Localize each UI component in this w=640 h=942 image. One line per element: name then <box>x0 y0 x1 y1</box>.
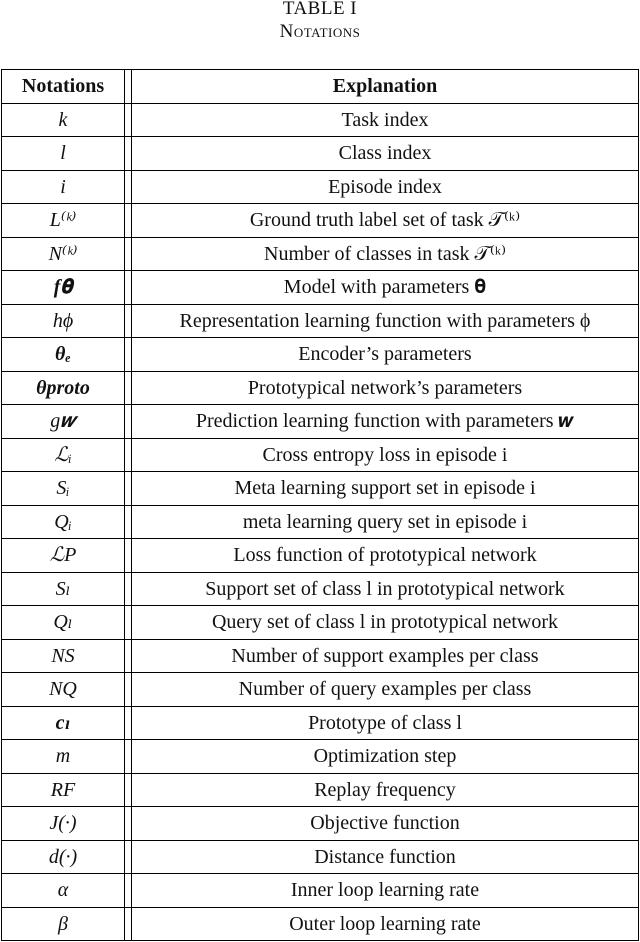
column-separator <box>125 338 132 372</box>
notation-explanation: Episode index <box>132 170 639 204</box>
header-notations: Notations <box>2 70 125 104</box>
notation-explanation: Task index <box>132 103 639 137</box>
notation-explanation: Replay frequency <box>132 773 639 807</box>
notation-symbol: f𝛉 <box>2 271 125 305</box>
notation-symbol: ℒᵢ <box>2 438 125 472</box>
notation-symbol: Sₗ <box>2 572 125 606</box>
notation-explanation: Cross entropy loss in episode i <box>132 438 639 472</box>
notation-explanation: Support set of class l in prototypical network <box>132 572 639 606</box>
table-title: Notations <box>279 21 361 42</box>
column-separator <box>125 204 132 238</box>
column-separator <box>125 773 132 807</box>
table-row <box>2 673 639 707</box>
notation-explanation: Prediction learning function with parameters 𝒘 <box>132 405 639 439</box>
notation-explanation: Class index <box>132 137 639 171</box>
header-explanation: Explanation <box>132 70 639 104</box>
notation-symbol: RF <box>2 773 125 807</box>
notation-explanation: Prototypical network’s parameters <box>132 371 639 405</box>
table-row <box>2 639 639 673</box>
notation-symbol: hϕ <box>2 304 125 338</box>
column-separator <box>125 170 132 204</box>
column-separator <box>125 405 132 439</box>
notation-explanation: Loss function of prototypical network <box>132 539 639 573</box>
notation-explanation: Optimization step <box>132 740 639 774</box>
notation-symbol: NQ <box>2 673 125 707</box>
column-separator <box>125 137 132 171</box>
column-separator <box>125 103 132 137</box>
column-separator <box>125 438 132 472</box>
notation-symbol: α <box>2 874 125 908</box>
notation-symbol: θₑ <box>2 338 125 372</box>
column-separator <box>125 840 132 874</box>
table-row <box>2 505 639 539</box>
notation-explanation: Meta learning support set in episode i <box>132 472 639 506</box>
notation-explanation: meta learning query set in episode i <box>132 505 639 539</box>
notation-symbol: m <box>2 740 125 774</box>
column-separator <box>125 539 132 573</box>
column-separator <box>125 70 132 104</box>
notation-symbol: N⁽ᵏ⁾ <box>2 237 125 271</box>
notation-symbol: i <box>2 170 125 204</box>
table-row <box>2 572 639 606</box>
table-row <box>2 405 639 439</box>
column-separator <box>125 371 132 405</box>
notation-explanation: Prototype of class l <box>132 706 639 740</box>
table-row <box>2 773 639 807</box>
table-row <box>2 606 639 640</box>
column-separator <box>125 706 132 740</box>
notation-explanation: Outer loop learning rate <box>132 907 639 941</box>
notation-explanation: Encoder’s parameters <box>132 338 639 372</box>
notation-symbol: Qᵢ <box>2 505 125 539</box>
table-row <box>2 539 639 573</box>
notation-explanation: Representation learning function with parameters ϕ <box>132 304 639 338</box>
column-separator <box>125 673 132 707</box>
notation-symbol: Qₗ <box>2 606 125 640</box>
column-separator <box>125 639 132 673</box>
table-row <box>2 874 639 908</box>
table-row <box>2 271 639 305</box>
notation-symbol: β <box>2 907 125 941</box>
notation-symbol: Sᵢ <box>2 472 125 506</box>
notation-explanation: Distance function <box>132 840 639 874</box>
notation-symbol: NS <box>2 639 125 673</box>
column-separator <box>125 740 132 774</box>
notation-explanation: Objective function <box>132 807 639 841</box>
column-separator <box>125 271 132 305</box>
notation-explanation: Model with parameters 𝛉 <box>132 271 639 305</box>
table-body <box>2 103 639 941</box>
table-row <box>2 204 639 238</box>
column-separator <box>125 237 132 271</box>
table-label: TABLE I <box>282 0 358 19</box>
notation-symbol: L⁽ᵏ⁾ <box>2 204 125 238</box>
table-row <box>2 438 639 472</box>
notation-explanation: Number of classes in task 𝒯⁽ᵏ⁾ <box>132 237 639 271</box>
column-separator <box>125 572 132 606</box>
table-row <box>2 740 639 774</box>
table-row <box>2 706 639 740</box>
notation-table <box>1 69 639 941</box>
notation-explanation: Number of query examples per class <box>132 673 639 707</box>
notation-symbol: θproto <box>2 371 125 405</box>
notation-symbol: g𝒘 <box>2 405 125 439</box>
table-row <box>2 338 639 372</box>
table-row <box>2 472 639 506</box>
notation-symbol: ℒP <box>2 539 125 573</box>
notation-explanation: Number of support examples per class <box>132 639 639 673</box>
column-separator <box>125 505 132 539</box>
notation-symbol: d(·) <box>2 840 125 874</box>
column-separator <box>125 606 132 640</box>
notation-explanation: Ground truth label set of task 𝒯⁽ᵏ⁾ <box>132 204 639 238</box>
column-separator <box>125 472 132 506</box>
table-row <box>2 237 639 271</box>
notation-symbol: J(·) <box>2 807 125 841</box>
column-separator <box>125 907 132 941</box>
table-row <box>2 103 639 137</box>
column-separator <box>125 807 132 841</box>
table-row <box>2 137 639 171</box>
notation-symbol: cₗ <box>2 706 125 740</box>
column-separator <box>125 304 132 338</box>
table-row <box>2 170 639 204</box>
notation-explanation: Query set of class l in prototypical network <box>132 606 639 640</box>
table-row <box>2 907 639 941</box>
table-row <box>2 371 639 405</box>
table-row <box>2 840 639 874</box>
notation-explanation: Inner loop learning rate <box>132 874 639 908</box>
table-row <box>2 807 639 841</box>
notation-symbol: l <box>2 137 125 171</box>
column-separator <box>125 874 132 908</box>
notation-symbol: k <box>2 103 125 137</box>
table-row <box>2 304 639 338</box>
table-header-row <box>2 70 639 104</box>
